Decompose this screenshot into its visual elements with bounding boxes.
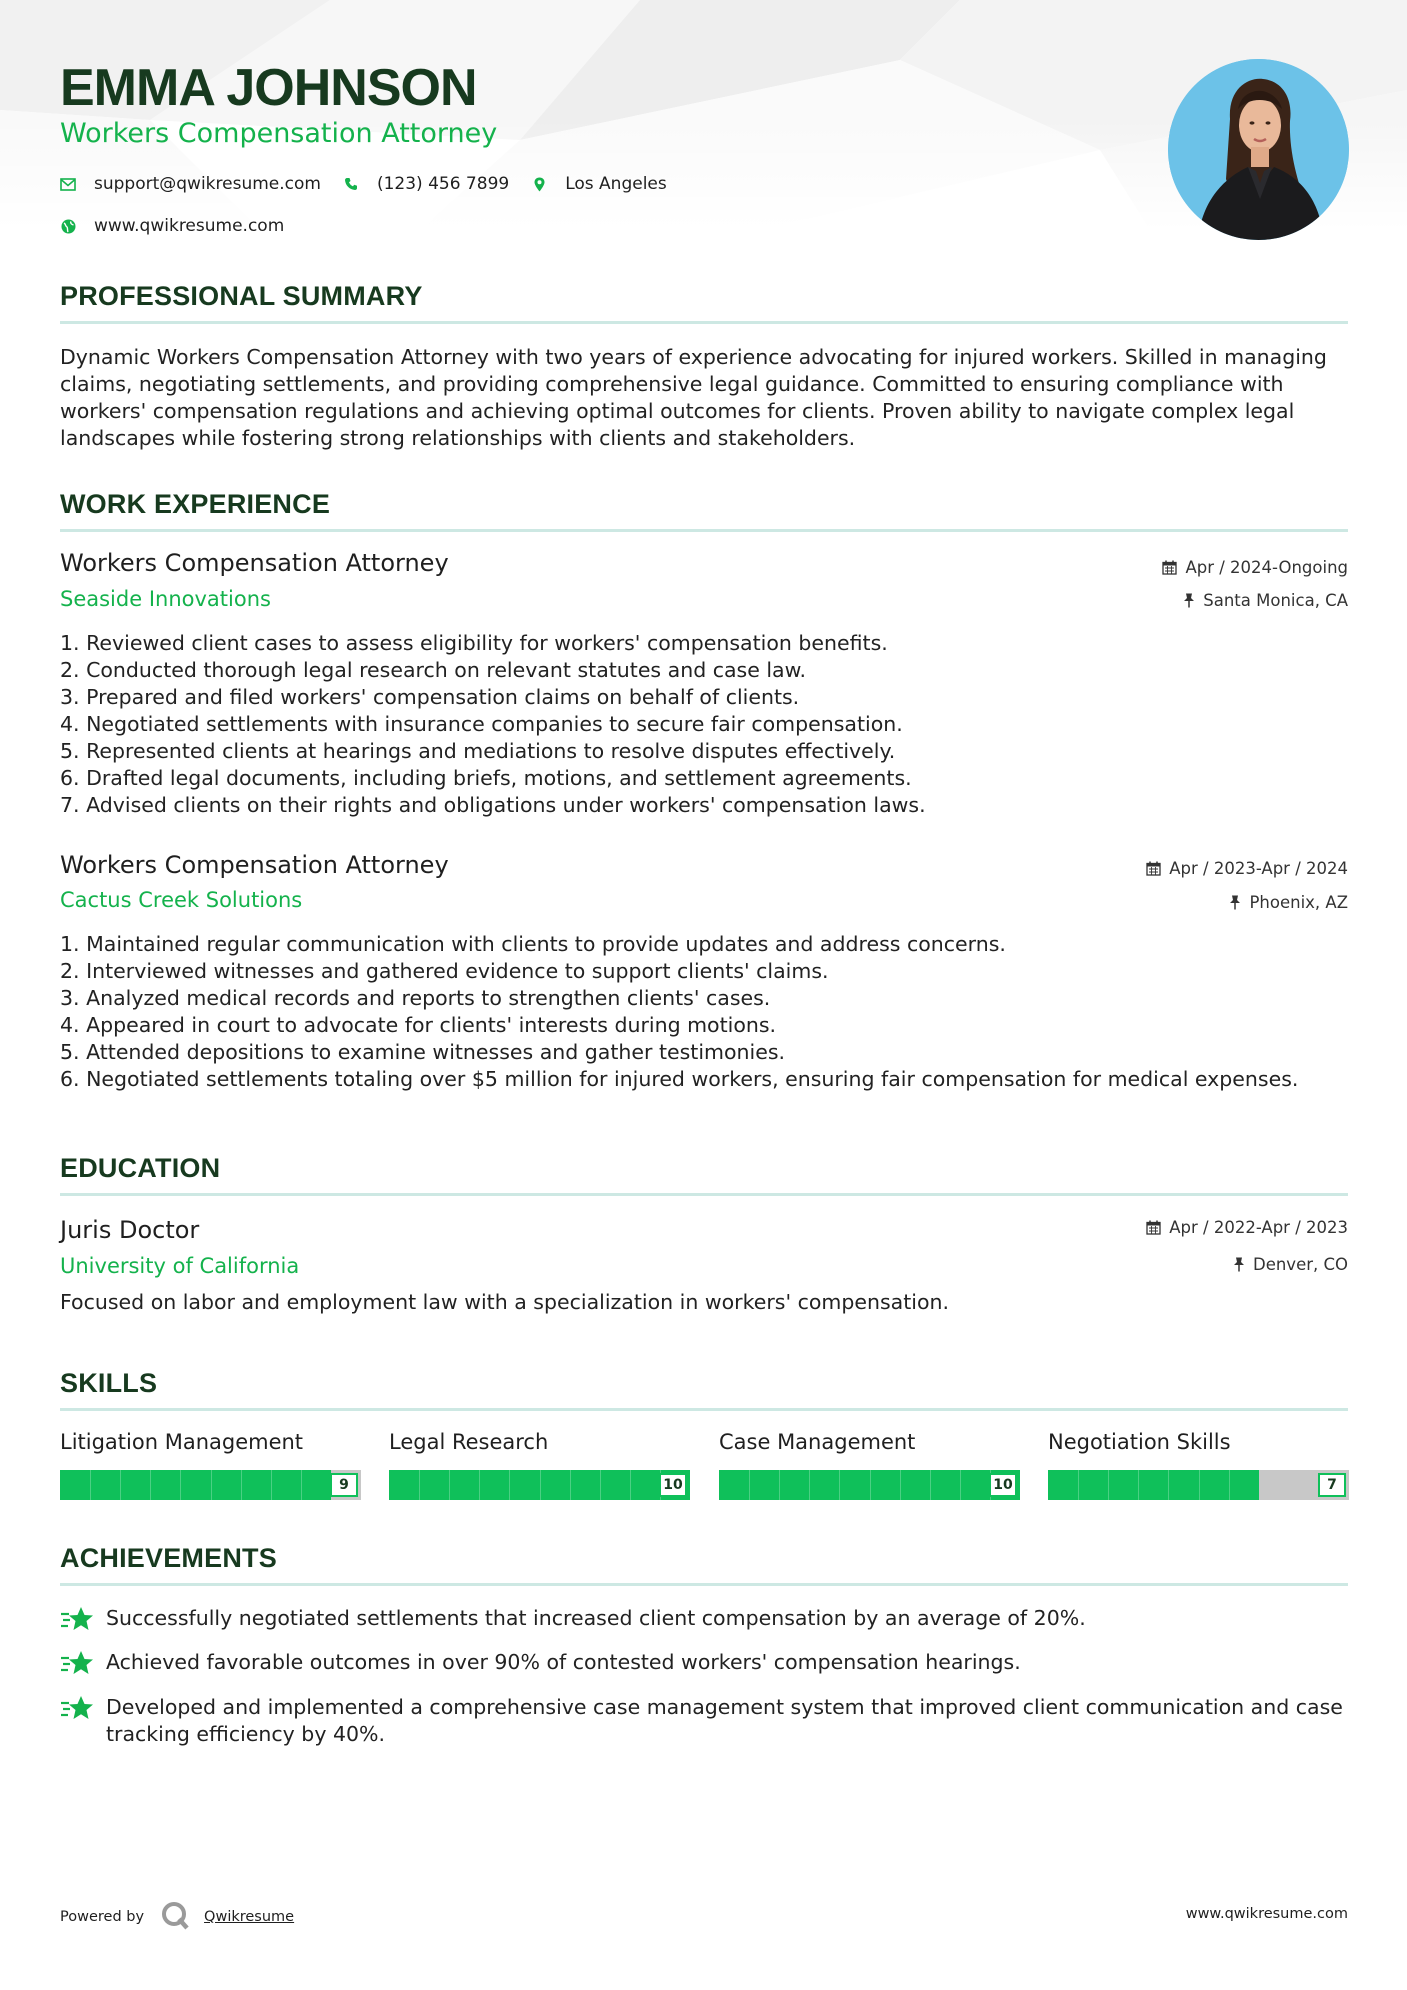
skill-bar-segment [630, 1470, 631, 1500]
job-company: Seaside Innovations [60, 587, 271, 611]
skill-bar [389, 1470, 690, 1500]
skill-bar-segment [900, 1470, 901, 1500]
star-award-icon [60, 1649, 94, 1677]
footer-branding [60, 1900, 294, 1934]
skill-bar-segment [241, 1470, 242, 1500]
job-bullet: 5. Attended depositions to examine witnesses and gather testimonies. [60, 1040, 786, 1064]
skill-bar-segment [600, 1470, 601, 1500]
job-title: Workers Compensation Attorney [60, 549, 449, 577]
skill-bar-segment [540, 1470, 541, 1500]
pushpin-icon [1183, 593, 1195, 608]
skill-name: Legal Research [389, 1430, 549, 1454]
section-divider [60, 1193, 1348, 1196]
skill-bar-segment [930, 1470, 931, 1500]
experience-heading: WORK EXPERIENCE [60, 489, 331, 519]
candidate-name: EMMA JOHNSON [60, 59, 477, 117]
star-award-icon [60, 1694, 94, 1722]
calendar-icon [1146, 1220, 1161, 1235]
skill-item [1048, 1430, 1349, 1500]
summary-text: Dynamic Workers Compensation Attorney with two years of experience advocating for injured workers. Skilled in managing claims, negotiating settlements, and providing comprehensive legal guidance. Committed to ensuring compliance with workers' compensation regulations and achieving optimal outcomes for clients. Proven ability to navigate complex legal landscapes while fostering strong relationships with clients and stakeholders. [60, 345, 1327, 450]
skill-bar-segment [1108, 1470, 1109, 1500]
education-heading: EDUCATION [60, 1153, 221, 1183]
skill-name: Case Management [719, 1430, 916, 1454]
summary-heading: PROFESSIONAL SUMMARY [60, 281, 423, 311]
job-bullets [60, 630, 1350, 819]
skill-bar-segment [779, 1470, 780, 1500]
achievement-item [60, 1605, 1350, 1633]
star-award-icon [60, 1605, 94, 1633]
job-bullet: 2. Conducted thorough legal research on relevant statutes and case law. [60, 658, 807, 682]
job-company: Cactus Creek Solutions [60, 888, 303, 912]
skill-bar-segment [1199, 1470, 1200, 1500]
job-bullet: 6. Negotiated settlements totaling over $5 million for injured workers, ensuring fair compensation for medical expenses. [60, 1067, 1299, 1091]
job-dates-text: Apr / 2024-Ongoing [1185, 558, 1348, 577]
section-divider [60, 321, 1348, 324]
skill-item [60, 1430, 361, 1500]
skill-bar-segment [449, 1470, 450, 1500]
education-school: University of California [60, 1254, 300, 1278]
skill-level: 9 [330, 1473, 358, 1497]
phone-icon [343, 176, 359, 192]
skill-name: Litigation Management [60, 1430, 304, 1454]
skill-bar-segment [839, 1470, 840, 1500]
skill-bar-segment [90, 1470, 91, 1500]
skill-bar-segment [150, 1470, 151, 1500]
achievement-item [60, 1649, 1350, 1677]
job-bullet: 6. Drafted legal documents, including briefs, motions, and settlement agreements. [60, 766, 912, 790]
skill-bar-segment [180, 1470, 181, 1500]
job-bullet: 4. Appeared in court to advocate for clients' interests during motions. [60, 1013, 777, 1037]
education-location-text: Denver, CO [1252, 1255, 1348, 1274]
pushpin-icon [1233, 1257, 1245, 1272]
skill-level: 7 [1318, 1473, 1346, 1497]
education-dates [1146, 1218, 1348, 1237]
skill-bar [1048, 1470, 1349, 1500]
contact-email[interactable]: support@qwikresume.com [94, 174, 321, 194]
job-bullet: 1. Reviewed client cases to assess eligibility for workers' compensation benefits. [60, 631, 888, 655]
contact-location: Los Angeles [565, 174, 667, 194]
skill-bar-segment [211, 1470, 212, 1500]
skill-bar-fill [1048, 1470, 1259, 1500]
job-dates [1146, 859, 1348, 878]
achievement-item [60, 1694, 1350, 1748]
skill-bar-segment [870, 1470, 871, 1500]
contact-website[interactable]: www.qwikresume.com [94, 216, 285, 236]
job-bullet: 2. Interviewed witnesses and gathered evidence to support clients' claims. [60, 959, 829, 983]
job-title: Workers Compensation Attorney [60, 851, 449, 879]
skill-bar-segment [749, 1470, 750, 1500]
job-bullet: 7. Advised clients on their rights and obligations under workers' compensation laws. [60, 793, 926, 817]
skill-bar-segment [509, 1470, 510, 1500]
skill-bar-fill [60, 1470, 331, 1500]
skill-bar [60, 1470, 361, 1500]
achievements-heading: ACHIEVEMENTS [60, 1543, 277, 1573]
job-location-text: Santa Monica, CA [1203, 591, 1348, 610]
achievement-text: Successfully negotiated settlements that increased client compensation by an average of 20%. [106, 1606, 1086, 1630]
section-divider [60, 1408, 1348, 1411]
calendar-icon [1146, 861, 1161, 876]
section-divider [60, 529, 1348, 532]
education-dates-text: Apr / 2022-Apr / 2023 [1169, 1218, 1348, 1237]
achievement-text: Developed and implemented a comprehensive case management system that improved client communication and case tracking efficiency by 40%. [106, 1695, 1343, 1746]
skill-bar [719, 1470, 1020, 1500]
map-pin-icon [531, 176, 547, 192]
skill-item [389, 1430, 690, 1500]
education-description: Focused on labor and employment law with a specialization in workers' compensation. [60, 1290, 950, 1314]
education-degree: Juris Doctor [60, 1216, 200, 1244]
job-location-text: Phoenix, AZ [1249, 893, 1348, 912]
contact-row [60, 174, 689, 194]
job-location [1229, 893, 1348, 912]
achievement-text: Achieved favorable outcomes in over 90% of contested workers' compensation hearings. [106, 1650, 1021, 1674]
contact-row-web [60, 216, 306, 236]
qwikresume-logo-icon [160, 1900, 190, 1934]
skill-name: Negotiation Skills [1048, 1430, 1231, 1454]
calendar-icon [1162, 560, 1177, 575]
job-bullet: 3. Analyzed medical records and reports to strengthen clients' cases. [60, 986, 771, 1010]
job-dates [1162, 558, 1348, 577]
skills-heading: SKILLS [60, 1368, 158, 1398]
skill-bar-segment [1078, 1470, 1079, 1500]
job-dates-text: Apr / 2023-Apr / 2024 [1169, 859, 1348, 878]
skill-bar-segment [809, 1470, 810, 1500]
profile-photo [1168, 59, 1349, 240]
skill-level: 10 [989, 1473, 1017, 1497]
skill-bar-segment [301, 1470, 302, 1500]
skill-bar-segment [271, 1470, 272, 1500]
section-divider [60, 1583, 1348, 1586]
job-bullet: 1. Maintained regular communication with clients to provide updates and address concerns. [60, 932, 1006, 956]
job-bullet: 3. Prepared and filed workers' compensation claims on behalf of clients. [60, 685, 800, 709]
job-location [1183, 591, 1348, 610]
skill-bar-segment [960, 1470, 961, 1500]
education-location [1233, 1255, 1348, 1274]
job-bullets [60, 931, 1350, 1093]
powered-by-label: Powered by [60, 1909, 145, 1925]
job-bullet: 4. Negotiated settlements with insurance companies to secure fair compensation. [60, 712, 903, 736]
skill-item [719, 1430, 1020, 1500]
envelope-icon [60, 176, 76, 192]
candidate-role: Workers Compensation Attorney [60, 118, 498, 149]
contact-phone: (123) 456 7899 [376, 174, 510, 194]
skill-bar-segment [419, 1470, 420, 1500]
job-bullet: 5. Represented clients at hearings and mediations to resolve disputes effectively. [60, 739, 896, 763]
skill-bar-segment [1168, 1470, 1169, 1500]
skill-level: 10 [659, 1473, 687, 1497]
skill-bar-segment [479, 1470, 480, 1500]
skill-bar-segment [570, 1470, 571, 1500]
pushpin-icon [1229, 895, 1241, 910]
qwikresume-link[interactable]: Qwikresume [204, 1909, 295, 1925]
skill-bar-segment [120, 1470, 121, 1500]
globe-icon [60, 218, 76, 234]
skill-bar-segment [1138, 1470, 1139, 1500]
footer-website[interactable]: www.qwikresume.com [1185, 1906, 1348, 1922]
skill-bar-segment [1229, 1470, 1230, 1500]
